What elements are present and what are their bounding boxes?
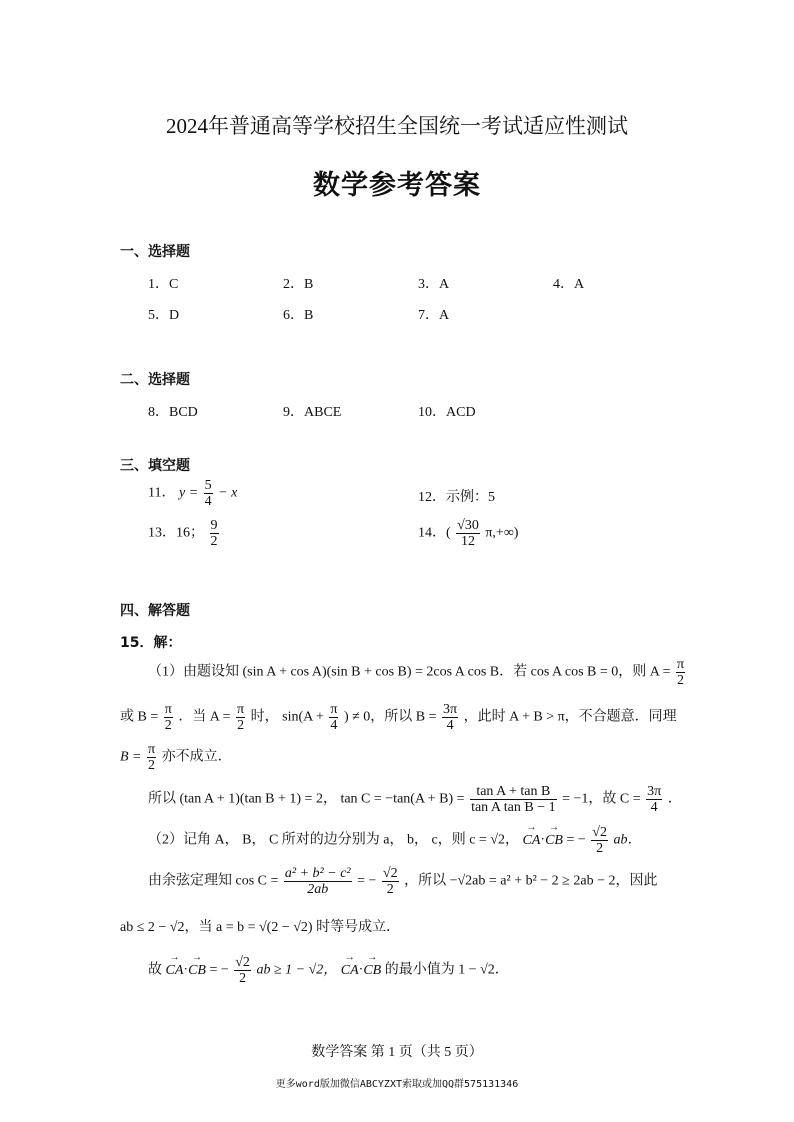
fraction-denominator: 4 [650, 800, 658, 815]
fraction-3pi-over-4 [646, 784, 662, 815]
solution-text: （1）由题设知 (sin A + cos A)(sin B + cos B) = 2cos A cos B．若 cos A cos B = 0，则 A = [148, 664, 671, 680]
fraction-pi-over-4 [329, 702, 338, 733]
question-15-label: 15．解： [120, 635, 182, 651]
section-heading-choice: 一、选择题 [120, 244, 190, 260]
page-footer: 数学答案 第 1 页（共 5 页） [311, 1045, 483, 1060]
solution-line-2 [120, 702, 677, 733]
section-heading-multi-choice: 二、选择题 [120, 372, 190, 388]
answer-12: 12．示例：5 [418, 490, 495, 505]
fraction-denominator: 2 [237, 718, 245, 733]
solution-text: = − [357, 873, 377, 889]
vector-ca: → CA [166, 963, 184, 979]
fraction-numerator: 5 [204, 478, 212, 493]
dot-operator: · [358, 962, 364, 978]
solution-text: 故 [148, 962, 162, 978]
answer-6: 6．B [283, 308, 314, 323]
solution-text: 或 B = [120, 709, 159, 725]
fraction-numerator: 3π [647, 784, 662, 799]
fraction-numerator: √30 [457, 518, 479, 533]
answer-11-lhs: y = [178, 485, 199, 501]
vector-cb: → CB [363, 963, 381, 979]
fraction-denominator: 4 [330, 718, 338, 733]
fraction-denominator: 2 [239, 971, 247, 986]
solution-text: B = [120, 749, 142, 765]
dot-operator: · [540, 832, 546, 848]
vector-cb: → CB [188, 963, 206, 979]
fraction-denominator: tan A tan B − 1 [471, 800, 556, 815]
solution-text: 时， sin(A + [250, 709, 324, 725]
solution-text: = − [566, 832, 586, 848]
solution-text: ) ≠ 0，所以 B = [343, 709, 437, 725]
solution-line-8 [148, 955, 509, 986]
fraction-numerator: π [677, 657, 685, 672]
fraction-numerator: π [330, 702, 338, 717]
answer-13-fraction [210, 518, 219, 549]
solution-text: ，所以 −√2ab = a² + b² − 2 ≥ 2ab − 2，因此 [404, 873, 658, 889]
answer-14-label: 14．( [418, 525, 451, 541]
fraction-sqrt2-over-2 [382, 866, 399, 897]
solution-text: ab． [613, 832, 642, 848]
fraction-denominator: 2 [210, 534, 218, 549]
answer-2: 2．B [283, 277, 314, 292]
fraction-pi-over-2 [236, 702, 245, 733]
solution-text: 亦不成立． [161, 749, 232, 765]
fraction-denominator: 2 [148, 758, 156, 773]
fraction-numerator: π [237, 702, 245, 717]
answer-3: 3．A [418, 277, 450, 292]
fraction-numerator: π [164, 702, 172, 717]
fraction-denominator: 2 [386, 882, 394, 897]
answer-1: 1．C [148, 277, 179, 292]
solution-text: ．当 A = [178, 709, 231, 725]
fraction-pi-over-2 [676, 657, 685, 688]
fraction-numerator: a² + b² − c² [284, 866, 351, 881]
fraction-pi-over-2 [147, 742, 156, 773]
vector-ca: → CA [523, 833, 541, 849]
dot-operator: · [183, 962, 189, 978]
vector-cb: → CB [545, 833, 563, 849]
answer-8: 8．BCD [148, 405, 198, 420]
answer-14 [418, 518, 518, 549]
answer-9: 9．ABCE [283, 405, 342, 420]
solution-line-7: ab ≤ 2 − √2，当 a = b = √(2 − √2) 时等号成立． [120, 920, 401, 935]
solution-line-5 [148, 825, 641, 856]
fraction-denominator: 4 [446, 718, 454, 733]
fraction-cosine-law [284, 866, 352, 897]
fraction-numerator: √2 [235, 955, 250, 970]
fraction-denominator: 4 [204, 494, 212, 509]
document-subtitle: 数学参考答案 [313, 170, 481, 201]
fraction-pi-over-2 [164, 702, 173, 733]
fraction-3pi-over-4 [442, 702, 458, 733]
answer-14-rhs: π,+∞) [485, 525, 519, 541]
solution-text: ab ≥ 1 − √2， [256, 962, 338, 978]
answer-4: 4．A [553, 277, 585, 292]
fraction-sqrt2-over-2 [591, 825, 608, 856]
solution-line-3 [120, 742, 232, 773]
answer-10: 10．ACD [418, 405, 476, 420]
solution-text: 的最小值为 1 − √2． [384, 962, 509, 978]
fraction-denominator: 2 [677, 673, 685, 688]
answer-11-rhs: − x [218, 485, 238, 501]
vector-ca: → CA [341, 963, 359, 979]
solution-line-4 [148, 784, 682, 815]
answer-11 [148, 478, 237, 509]
solution-text: = −1，故 C = [562, 791, 641, 807]
fraction-sqrt2-over-2 [234, 955, 251, 986]
section-heading-solutions: 四、解答题 [120, 603, 190, 619]
fraction-tan-sum [470, 784, 557, 815]
solution-text: 由余弦定理知 cos C = [148, 873, 279, 889]
fraction-denominator: 2ab [307, 882, 329, 897]
fraction-denominator: 12 [461, 534, 476, 549]
answer-11-label: 11． [148, 485, 176, 501]
fraction-numerator: 9 [210, 518, 218, 533]
answer-5: 5．D [148, 308, 180, 323]
fraction-denominator: 2 [596, 841, 604, 856]
solution-line-1 [148, 657, 687, 688]
exam-title: 2024年普通高等学校招生全国统一考试适应性测试 [166, 114, 628, 138]
answer-13 [148, 518, 221, 549]
fraction-numerator: tan A + tan B [470, 784, 557, 800]
fraction-denominator: 2 [164, 718, 172, 733]
solution-text: ． [667, 791, 682, 807]
answer-11-fraction [204, 478, 213, 509]
solution-text: = − [209, 962, 229, 978]
fraction-numerator: 3π [443, 702, 458, 717]
solution-text: 所以 (tan A + 1)(tan B + 1) = 2， tan C = −tan(A + B) = [148, 791, 465, 807]
answer-13-label: 13．16； [148, 525, 204, 541]
solution-line-6 [148, 866, 657, 897]
fraction-numerator: π [148, 742, 156, 757]
fraction-numerator: √2 [382, 866, 398, 881]
answer-14-fraction [456, 518, 480, 549]
answer-7: 7．A [418, 308, 450, 323]
footer-note: 更多word版加微信ABCYZXT索取或加QQ群575131346 [275, 1079, 519, 1090]
solution-text: （2）记角 A， B， C 所对的边分别为 a， b， c，则 c = √2， [148, 832, 520, 848]
section-heading-fill-in: 三、填空题 [120, 458, 190, 474]
solution-text: ，此时 A + B > π，不合题意．同理 [463, 709, 677, 725]
fraction-numerator: √2 [592, 825, 607, 840]
